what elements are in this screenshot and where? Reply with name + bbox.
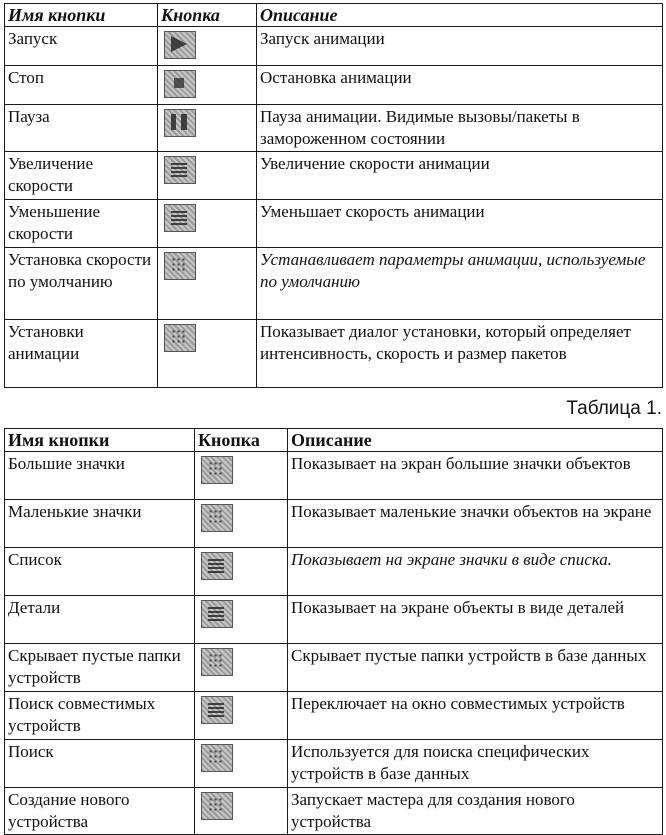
row-name: Поиск совместимых устройств <box>5 692 195 740</box>
row-name: Список <box>5 548 195 596</box>
row-button-cell <box>158 320 257 388</box>
row-description: Уменьшает скорость анимации <box>257 200 663 248</box>
new-device-wizard-icon <box>201 792 233 820</box>
row-name: Создание нового устройства <box>5 788 195 835</box>
animation-buttons-table <box>4 3 663 388</box>
row-button-cell <box>158 200 257 248</box>
header-button-name: Имя кнопки <box>5 4 158 27</box>
header-description: Описание <box>257 4 663 27</box>
row-description: Запускает мастера для создания нового устройства <box>288 788 663 835</box>
row-button-cell <box>158 152 257 200</box>
header-description: Описание <box>288 429 663 452</box>
table-row <box>5 105 663 152</box>
table-row <box>5 66 663 105</box>
table-row <box>5 500 663 548</box>
row-name: Пауза <box>5 105 158 152</box>
row-button-cell <box>195 548 288 596</box>
table-row <box>5 320 663 388</box>
table-row <box>5 452 663 500</box>
row-button-cell <box>195 644 288 692</box>
row-description: Используется для поиска специфических устройств в базе данных <box>288 740 663 788</box>
large-icons-icon <box>201 456 233 484</box>
row-description: Показывает на экране объекты в виде деталей <box>288 596 663 644</box>
slow-down-icon <box>164 204 196 232</box>
row-button-cell <box>195 740 288 788</box>
default-speed-icon <box>164 252 196 280</box>
row-name: Запуск <box>5 27 158 66</box>
row-description: Показывает маленькие значки объектов на экране <box>288 500 663 548</box>
table-row <box>5 248 663 320</box>
row-description: Показывает на экран большие значки объектов <box>288 452 663 500</box>
row-button-cell <box>195 596 288 644</box>
table-caption: Таблица 1. <box>566 398 662 419</box>
row-name: Стоп <box>5 66 158 105</box>
hide-empty-folders-icon <box>201 648 233 676</box>
stop-icon <box>164 70 196 98</box>
table-row <box>5 740 663 788</box>
search-glyph <box>208 749 224 765</box>
table-header-row <box>5 429 663 452</box>
row-button-cell <box>195 788 288 835</box>
pause-glyph <box>171 114 187 130</box>
row-description: Переключает на окно совместимых устройств <box>288 692 663 740</box>
device-view-buttons-table <box>4 428 663 835</box>
table-row <box>5 692 663 740</box>
row-button-cell <box>195 500 288 548</box>
table-row <box>5 200 663 248</box>
row-description: Показывает на экране значки в виде списка. <box>288 548 663 596</box>
animation-settings-icon <box>164 324 196 352</box>
play-icon <box>164 31 196 59</box>
row-name: Установки анимации <box>5 320 158 388</box>
stop-glyph <box>174 78 184 88</box>
row-button-cell <box>158 105 257 152</box>
default-speed-glyph <box>171 257 187 273</box>
small-icons-glyph <box>208 509 224 525</box>
pause-icon <box>164 109 196 137</box>
row-button-cell <box>158 27 257 66</box>
compatible-devices-glyph <box>208 701 224 717</box>
compatible-devices-icon <box>201 696 233 724</box>
row-name: Детали <box>5 596 195 644</box>
details-view-glyph <box>208 605 224 621</box>
row-name: Установка скорости по умолчанию <box>5 248 158 320</box>
list-view-icon <box>201 552 233 580</box>
row-button-cell <box>195 452 288 500</box>
row-name: Увеличение скорости <box>5 152 158 200</box>
details-view-icon <box>201 600 233 628</box>
row-name: Скрывает пустые папки устройств <box>5 644 195 692</box>
search-icon <box>201 744 233 772</box>
large-icons-glyph <box>208 461 224 477</box>
header-button: Кнопка <box>158 4 257 27</box>
table-row <box>5 644 663 692</box>
row-description: Запуск анимации <box>257 27 663 66</box>
table-row <box>5 596 663 644</box>
row-button-cell <box>158 248 257 320</box>
row-description: Устанавливает параметры анимации, используемые по умолчанию <box>257 248 663 320</box>
list-view-glyph <box>208 557 224 573</box>
row-description: Пауза анимации. Видимые вызовы/пакеты в замороженном состоянии <box>257 105 663 152</box>
table-row <box>5 27 663 66</box>
row-button-cell <box>158 66 257 105</box>
slow-down-glyph <box>171 209 187 225</box>
header-button-name: Имя кнопки <box>5 429 195 452</box>
row-description: Остановка анимации <box>257 66 663 105</box>
row-name: Уменьшение скорости <box>5 200 158 248</box>
speed-up-glyph <box>171 161 187 177</box>
row-name: Большие значки <box>5 452 195 500</box>
row-name: Поиск <box>5 740 195 788</box>
play-glyph <box>171 36 187 52</box>
table-header-row <box>5 4 663 27</box>
row-name: Маленькие значки <box>5 500 195 548</box>
table-row <box>5 548 663 596</box>
new-device-wizard-glyph <box>208 797 224 813</box>
row-description: Показывает диалог установки, который определяет интенсивность, скорость и размер пакетов <box>257 320 663 388</box>
table-row <box>5 788 663 835</box>
animation-settings-glyph <box>171 329 187 345</box>
table-row <box>5 152 663 200</box>
small-icons-icon <box>201 504 233 532</box>
row-description: Увеличение скорости анимации <box>257 152 663 200</box>
speed-up-icon <box>164 156 196 184</box>
hide-empty-folders-glyph <box>208 653 224 669</box>
row-description: Скрывает пустые папки устройств в базе данных <box>288 644 663 692</box>
header-button: Кнопка <box>195 429 288 452</box>
row-button-cell <box>195 692 288 740</box>
